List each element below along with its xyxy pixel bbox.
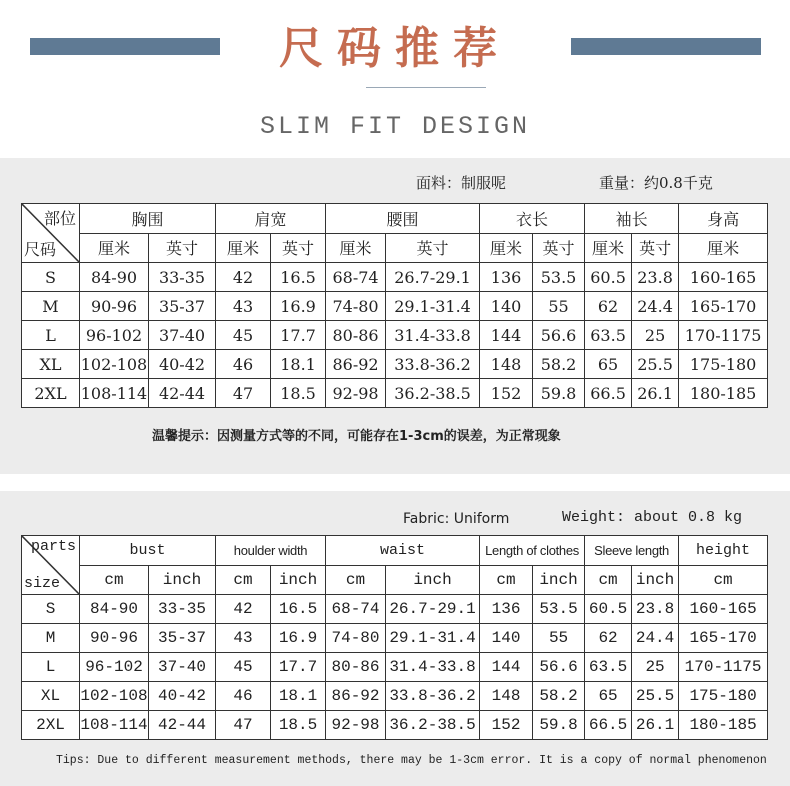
size-cell: XL	[22, 350, 80, 379]
value-cell: 96-102	[80, 321, 149, 350]
value-cell: 43	[216, 624, 271, 653]
value-cell: 180-185	[679, 711, 768, 740]
header-cell: bust	[80, 536, 216, 566]
value-cell: 144	[480, 653, 533, 682]
page-title: 尺码推荐	[279, 23, 511, 74]
value-cell: 31.4-33.8	[386, 321, 480, 350]
value-cell: 26.1	[632, 379, 679, 408]
value-cell: 40-42	[149, 682, 216, 711]
header-cell: 身高	[679, 204, 768, 234]
value-cell: 66.5	[585, 711, 632, 740]
table-row	[22, 682, 768, 711]
value-cell: 160-165	[679, 595, 768, 624]
value-cell: 26.7-29.1	[386, 263, 480, 292]
weight-label-cn: 重量：约0.8千克	[599, 174, 713, 192]
value-cell: 24.4	[632, 292, 679, 321]
value-cell: 63.5	[585, 321, 632, 350]
unit-cell: inch	[386, 565, 480, 595]
value-cell: 96-102	[80, 653, 149, 682]
unit-cell: 厘米	[216, 233, 271, 263]
unit-cell: cm	[80, 565, 149, 595]
value-cell: 170-1175	[679, 321, 768, 350]
fabric-label-cn: 面料：制服呢	[416, 174, 507, 192]
value-cell: 60.5	[585, 263, 632, 292]
value-cell: 35-37	[149, 292, 216, 321]
value-cell: 42-44	[149, 711, 216, 740]
value-cell: 62	[585, 292, 632, 321]
unit-cell: 英寸	[632, 233, 679, 263]
value-cell: 59.8	[533, 379, 585, 408]
table-row	[22, 350, 768, 379]
value-cell: 16.9	[271, 292, 326, 321]
unit-cell: inch	[632, 565, 679, 595]
value-cell: 33.8-36.2	[386, 682, 480, 711]
value-cell: 17.7	[271, 321, 326, 350]
corner-cell	[22, 536, 80, 595]
value-cell: 18.5	[271, 711, 326, 740]
tip-text-cn: 温馨提示：因测量方式等的不同，可能存在1-3cm的误差，为正常现象	[152, 429, 561, 444]
value-cell: 47	[216, 711, 271, 740]
value-cell: 17.7	[271, 653, 326, 682]
value-cell: 68-74	[326, 263, 386, 292]
value-cell: 26.7-29.1	[386, 595, 480, 624]
unit-cell: 英寸	[271, 233, 326, 263]
size-table-en	[21, 535, 768, 740]
value-cell: 53.5	[533, 263, 585, 292]
value-cell: 84-90	[80, 595, 149, 624]
value-cell: 25.5	[632, 350, 679, 379]
table-row	[22, 292, 768, 321]
value-cell: 102-108	[80, 350, 149, 379]
unit-cell: 英寸	[149, 233, 216, 263]
header-cell: Sleeve length	[585, 536, 679, 566]
table-row	[22, 624, 768, 653]
unit-cell: inch	[533, 565, 585, 595]
value-cell: 170-1175	[679, 653, 768, 682]
value-cell: 16.9	[271, 624, 326, 653]
header-cell: 衣长	[480, 204, 585, 234]
value-cell: 55	[533, 292, 585, 321]
value-cell: 42	[216, 263, 271, 292]
value-cell: 180-185	[679, 379, 768, 408]
value-cell: 46	[216, 682, 271, 711]
value-cell: 31.4-33.8	[386, 653, 480, 682]
header-cell: Length of clothes	[480, 536, 585, 566]
value-cell: 136	[480, 263, 533, 292]
table-header-row	[22, 536, 768, 566]
value-cell: 40-42	[149, 350, 216, 379]
tip-text-en: Tips: Due to different measurement methods, there may be 1-3cm error. It is a copy of normal phenomenon	[56, 754, 767, 767]
value-cell: 56.6	[533, 321, 585, 350]
value-cell: 62	[585, 624, 632, 653]
size-cell: L	[22, 653, 80, 682]
value-cell: 45	[216, 653, 271, 682]
table-unit-row	[22, 233, 768, 263]
value-cell: 46	[216, 350, 271, 379]
value-cell: 165-170	[679, 292, 768, 321]
value-cell: 140	[480, 292, 533, 321]
fabric-label-en: Fabric: Uniform	[403, 511, 510, 527]
value-cell: 58.2	[533, 350, 585, 379]
size-cell: M	[22, 624, 80, 653]
unit-cell: 厘米	[80, 233, 149, 263]
value-cell: 55	[533, 624, 585, 653]
value-cell: 84-90	[80, 263, 149, 292]
unit-cell: inch	[271, 565, 326, 595]
value-cell: 59.8	[533, 711, 585, 740]
value-cell: 53.5	[533, 595, 585, 624]
value-cell: 144	[480, 321, 533, 350]
unit-cell: 厘米	[585, 233, 632, 263]
unit-cell: 英寸	[533, 233, 585, 263]
corner-parts-label: 部位	[43, 209, 76, 228]
value-cell: 108-114	[80, 379, 149, 408]
value-cell: 56.6	[533, 653, 585, 682]
header-cell: 肩宽	[216, 204, 326, 234]
size-cell: S	[22, 263, 80, 292]
value-cell: 42	[216, 595, 271, 624]
unit-cell: 厘米	[679, 233, 768, 263]
value-cell: 35-37	[149, 624, 216, 653]
value-cell: 25.5	[632, 682, 679, 711]
value-cell: 25	[632, 321, 679, 350]
unit-cell: 厘米	[326, 233, 386, 263]
weight-label-en: Weight: about 0.8 kg	[562, 509, 743, 526]
page-subtitle: SLIM FIT DESIGN	[259, 112, 531, 141]
header-cell: houlder width	[216, 536, 326, 566]
value-cell: 175-180	[679, 350, 768, 379]
value-cell: 58.2	[533, 682, 585, 711]
value-cell: 18.1	[271, 682, 326, 711]
value-cell: 65	[585, 682, 632, 711]
unit-cell: cm	[585, 565, 632, 595]
value-cell: 152	[480, 711, 533, 740]
value-cell: 165-170	[679, 624, 768, 653]
value-cell: 45	[216, 321, 271, 350]
value-cell: 152	[480, 379, 533, 408]
value-cell: 18.5	[271, 379, 326, 408]
value-cell: 136	[480, 595, 533, 624]
corner-parts-label: parts	[30, 538, 76, 555]
size-cell: 2XL	[22, 711, 80, 740]
header-cell: waist	[326, 536, 480, 566]
value-cell: 66.5	[585, 379, 632, 408]
value-cell: 16.5	[271, 263, 326, 292]
value-cell: 43	[216, 292, 271, 321]
value-cell: 148	[480, 350, 533, 379]
value-cell: 24.4	[632, 624, 679, 653]
unit-cell: cm	[326, 565, 386, 595]
value-cell: 86-92	[326, 350, 386, 379]
table-body	[22, 595, 768, 740]
value-cell: 90-96	[80, 624, 149, 653]
value-cell: 16.5	[271, 595, 326, 624]
value-cell: 65	[585, 350, 632, 379]
corner-cell	[22, 204, 80, 263]
header-cell: 胸围	[80, 204, 216, 234]
unit-cell: 英寸	[386, 233, 480, 263]
corner-size-label: size	[24, 575, 61, 592]
unit-cell: cm	[216, 565, 271, 595]
size-cell: 2XL	[22, 379, 80, 408]
value-cell: 74-80	[326, 624, 386, 653]
size-cell: L	[22, 321, 80, 350]
value-cell: 90-96	[80, 292, 149, 321]
unit-cell: inch	[149, 565, 216, 595]
size-cell: XL	[22, 682, 80, 711]
unit-cell: 厘米	[480, 233, 533, 263]
value-cell: 148	[480, 682, 533, 711]
unit-cell: cm	[480, 565, 533, 595]
header-bar-left	[30, 38, 220, 55]
value-cell: 26.1	[632, 711, 679, 740]
value-cell: 140	[480, 624, 533, 653]
value-cell: 92-98	[326, 711, 386, 740]
size-table-cn	[21, 203, 768, 408]
header-divider	[366, 87, 486, 88]
value-cell: 37-40	[149, 653, 216, 682]
value-cell: 29.1-31.4	[386, 624, 480, 653]
header-bar-right	[571, 38, 761, 55]
value-cell: 42-44	[149, 379, 216, 408]
value-cell: 80-86	[326, 321, 386, 350]
value-cell: 33-35	[149, 263, 216, 292]
value-cell: 74-80	[326, 292, 386, 321]
value-cell: 63.5	[585, 653, 632, 682]
value-cell: 23.8	[632, 595, 679, 624]
table-row	[22, 595, 768, 624]
table-header-row	[22, 204, 768, 234]
value-cell: 60.5	[585, 595, 632, 624]
header-cell: height	[679, 536, 768, 566]
value-cell: 175-180	[679, 682, 768, 711]
value-cell: 86-92	[326, 682, 386, 711]
table-body	[22, 263, 768, 408]
value-cell: 33-35	[149, 595, 216, 624]
value-cell: 23.8	[632, 263, 679, 292]
size-cell: S	[22, 595, 80, 624]
table-unit-row	[22, 565, 768, 595]
corner-size-label: 尺码	[24, 240, 57, 259]
value-cell: 29.1-31.4	[386, 292, 480, 321]
value-cell: 108-114	[80, 711, 149, 740]
value-cell: 33.8-36.2	[386, 350, 480, 379]
unit-cell: cm	[679, 565, 768, 595]
value-cell: 36.2-38.5	[386, 711, 480, 740]
value-cell: 37-40	[149, 321, 216, 350]
value-cell: 92-98	[326, 379, 386, 408]
value-cell: 36.2-38.5	[386, 379, 480, 408]
header-cell: 腰围	[326, 204, 480, 234]
table-row	[22, 379, 768, 408]
table-row	[22, 653, 768, 682]
value-cell: 160-165	[679, 263, 768, 292]
value-cell: 102-108	[80, 682, 149, 711]
value-cell: 68-74	[326, 595, 386, 624]
table-row	[22, 321, 768, 350]
value-cell: 47	[216, 379, 271, 408]
value-cell: 25	[632, 653, 679, 682]
value-cell: 80-86	[326, 653, 386, 682]
size-cell: M	[22, 292, 80, 321]
table-row	[22, 263, 768, 292]
header-cell: 袖长	[585, 204, 679, 234]
table-row	[22, 711, 768, 740]
value-cell: 18.1	[271, 350, 326, 379]
